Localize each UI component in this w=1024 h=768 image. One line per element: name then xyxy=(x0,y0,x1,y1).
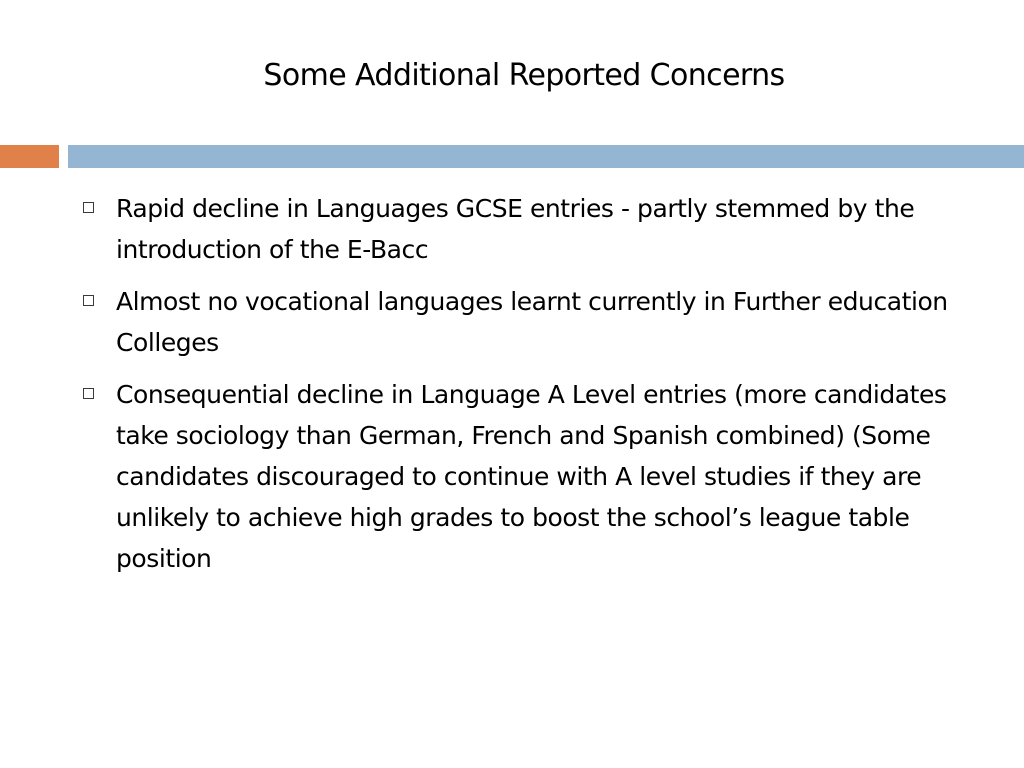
bullet-item xyxy=(80,281,980,363)
square-bullet-icon xyxy=(83,388,94,399)
bullet-text: Rapid decline in Languages GCSE entries - partly stemmed by the introduction of the E-Bacc xyxy=(116,194,915,264)
slide-title: Some Additional Reported Concerns xyxy=(263,58,785,93)
square-bullet-icon xyxy=(83,295,94,306)
accent-bar-orange xyxy=(0,145,59,168)
bullet-text: Consequential decline in Language A Level entries (more candidates take sociology than German, French and Spanish combined) (Some candidates discouraged to continue with A level studies if they are unlikely to achieve high grades to boost the school’s league table position xyxy=(116,380,947,573)
square-bullet-icon xyxy=(83,202,94,213)
accent-bar-blue xyxy=(68,145,1024,168)
bullet-item xyxy=(80,374,980,579)
bullet-item xyxy=(80,188,980,270)
bullet-list xyxy=(80,188,980,590)
bullet-text: Almost no vocational languages learnt currently in Further education Colleges xyxy=(116,287,948,357)
